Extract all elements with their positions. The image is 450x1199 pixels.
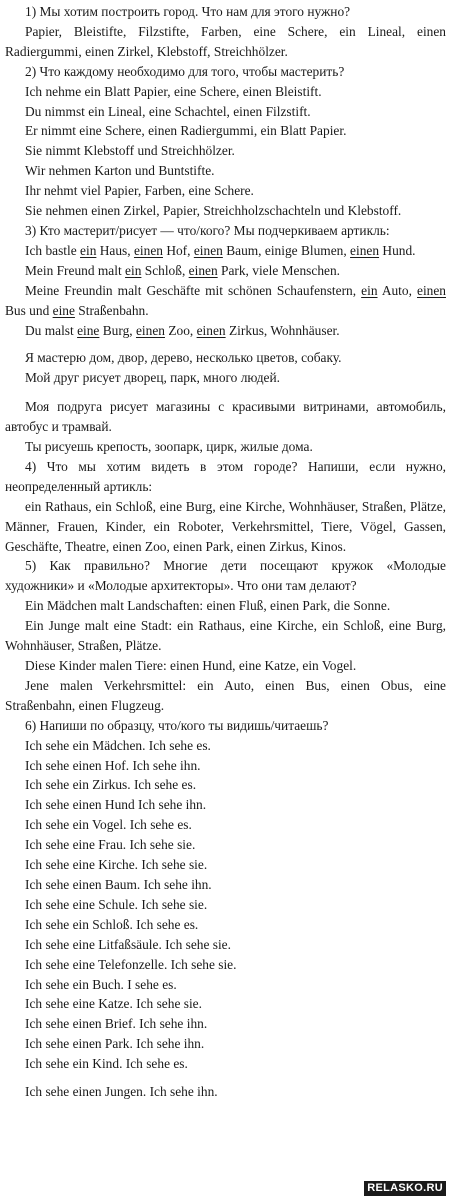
task6-line: Ich sehe eine Katze. Ich sehe sie. (25, 996, 202, 1012)
underlined-article: einen (193, 242, 223, 258)
task2-line: Du nimmst ein Lineal, eine Schachtel, einen Filzstift. (25, 103, 311, 119)
task6-line: Ich sehe einen Hund Ich sehe ihn. (25, 797, 207, 813)
sentence-text: Du malst (25, 322, 78, 338)
sentence-text: Zirkus, Wohnhäuser. (225, 322, 340, 338)
task6-line: Ich sehe einen Jungen. Ich sehe ihn. (25, 1084, 218, 1100)
task6-line: Ich sehe ein Vogel. Ich sehe es. (25, 817, 192, 833)
task6-line: Ich sehe ein Schloß. Ich sehe es. (25, 916, 199, 932)
task2-line: Er nimmt eine Schere, einen Radiergummi, ein Blatt Papier. (25, 123, 347, 139)
task6-line: Ich sehe einen Baum. Ich sehe ihn. (25, 876, 212, 892)
sentence-text: Haus, (96, 242, 134, 258)
underlined-article: eine (52, 302, 75, 318)
sentence-text: Burg, (99, 322, 136, 338)
task5-line: Ein Junge malt eine Stadt: ein Rathaus, eine Kirche, ein Schloß, eine Burg, Wohnhäuser, Straßen, Plätze. (5, 618, 446, 654)
sentence-text: Schloß, (141, 262, 189, 278)
task4-question: 4) Что мы хотим видеть в этом городе? Напиши, если нужно, неопределенный артикль: (5, 458, 446, 494)
underlined-article: einen (133, 242, 163, 258)
sentence-text: Mein Freund malt (25, 262, 126, 278)
task5-question: 5) Как правильно? Многие дети посещают кружок «Молодые художники» и «Молодые архитекторы». Что они там делают? (5, 558, 446, 594)
sentence-text: Park, viele Menschen. (217, 262, 340, 278)
site-watermark: RELASKO.RU (364, 1181, 446, 1196)
underlined-article: einen (350, 242, 380, 258)
task5-line: Diese Kinder malen Tiere: einen Hund, eine Katze, ein Vogel. (25, 658, 357, 673)
sentence-text: Hund. (379, 242, 416, 258)
sentence-text: Baum, einige Blumen, (222, 242, 351, 258)
task6-line: Ich sehe eine Frau. Ich sehe sie. (25, 837, 196, 853)
underlined-article: einen (196, 322, 226, 338)
task6-line: Ich sehe einen Hof. Ich sehe ihn. (25, 757, 201, 773)
task3-sentence (5, 241, 446, 261)
task6-line: Ich sehe eine Litfaßsäule. Ich sehe sie. (25, 936, 231, 952)
task3-question: 3) Кто мастерит/рисует — что/кого? Мы подчеркиваем артикль: (25, 222, 390, 238)
task3-sentence (5, 281, 446, 321)
sentence-text: Hof, (162, 242, 194, 258)
sentence-text: Auto, (377, 282, 417, 298)
task1-question: 1) Мы хотим построить город. Что нам для этого нужно? (25, 4, 351, 19)
task2-line: Sie nimmt Klebstoff und Streichhölzer. (25, 143, 235, 159)
underlined-article: ein (125, 262, 142, 278)
task3-translation: Ты рисуешь крепость, зоопарк, цирк, жилые дома. (25, 439, 313, 455)
task6-line: Ich sehe eine Kirche. Ich sehe sie. (25, 857, 208, 873)
underlined-article: einen (135, 322, 165, 338)
task6-line: Ich sehe eine Telefonzelle. Ich sehe sie. (25, 956, 237, 972)
task6-line: Ich sehe einen Brief. Ich sehe ihn. (25, 1016, 208, 1032)
sentence-text: Bus und (5, 302, 53, 318)
task6-line: Ich sehe einen Park. Ich sehe ihn. (25, 1036, 205, 1052)
task2-line: Ihr nehmt viel Papier, Farben, eine Schere. (25, 183, 254, 199)
task6-line: Ich sehe ein Buch. I sehe es. (25, 976, 177, 992)
underlined-article: ein (361, 282, 378, 298)
underlined-article: ein (80, 242, 97, 258)
task6-line: Ich sehe ein Mädchen. Ich sehe es. (25, 737, 211, 753)
task3-translation: Моя подруга рисует магазины с красивыми витринами, автомобиль, автобус и трамвай. (5, 399, 446, 435)
task5-line: Jene malen Verkehrsmittel: ein Auto, einen Bus, einen Obus, eine Straßenbahn, einen Flugzeug. (5, 677, 446, 713)
sentence-text: Meine Freundin malt Geschäfte mit schönen Schaufenstern, (25, 282, 362, 298)
task6-line: Ich sehe ein Zirkus. Ich sehe es. (25, 777, 197, 793)
underlined-article: einen (188, 262, 218, 278)
task3-translation: Я мастерю дом, двор, дерево, несколько цветов, собаку. (25, 350, 342, 366)
underlined-article: einen (417, 282, 446, 298)
underlined-article: eine (77, 322, 100, 338)
task2-line: Ich nehme ein Blatt Papier, eine Schere, einen Bleistift. (25, 83, 322, 99)
task2-line: Wir nehmen Karton und Buntstifte. (25, 163, 215, 179)
task6-line: Ich sehe eine Schule. Ich sehe sie. (25, 896, 208, 912)
task2-question: 2) Что каждому необходимо для того, чтобы мастерить? (25, 63, 345, 79)
task3-sentence (5, 321, 446, 341)
sentence-text: Ich bastle (25, 242, 81, 258)
task1-answer: Papier, Bleistifte, Filzstifte, Farben, eine Schere, ein Lineal, einen Radiergummi, einen Zirkel, Klebstoff, Streichhölzer. (5, 23, 446, 59)
task5-line: Ein Mädchen malt Landschaften: einen Fluß, einen Park, die Sonne. (25, 598, 391, 614)
task4-answer: ein Rathaus, ein Schloß, eine Burg, eine Kirche, Wohnhäuser, Straßen, Plätze, Männer, Frauen, Kinder, ein Roboter, Verkehrsmittel, Tiere, Vögel, Gassen, Geschäfte, Theatre, einen Zoo, einen Park, einen Zirkus, Kinos. (5, 498, 446, 554)
sentence-text: Zoo, (164, 322, 197, 338)
task3-translation: Мой друг рисует дворец, парк, много людей. (25, 370, 280, 386)
task6-question: 6) Напиши по образцу, что/кого ты видишь/читаешь? (25, 717, 329, 733)
task3-sentence (5, 261, 446, 281)
task2-line: Sie nehmen einen Zirkel, Papier, Streichholzschachteln und Klebstoff. (25, 203, 402, 219)
task6-line: Ich sehe ein Kind. Ich sehe es. (25, 1056, 188, 1072)
sentence-text: Straßenbahn. (74, 302, 149, 318)
